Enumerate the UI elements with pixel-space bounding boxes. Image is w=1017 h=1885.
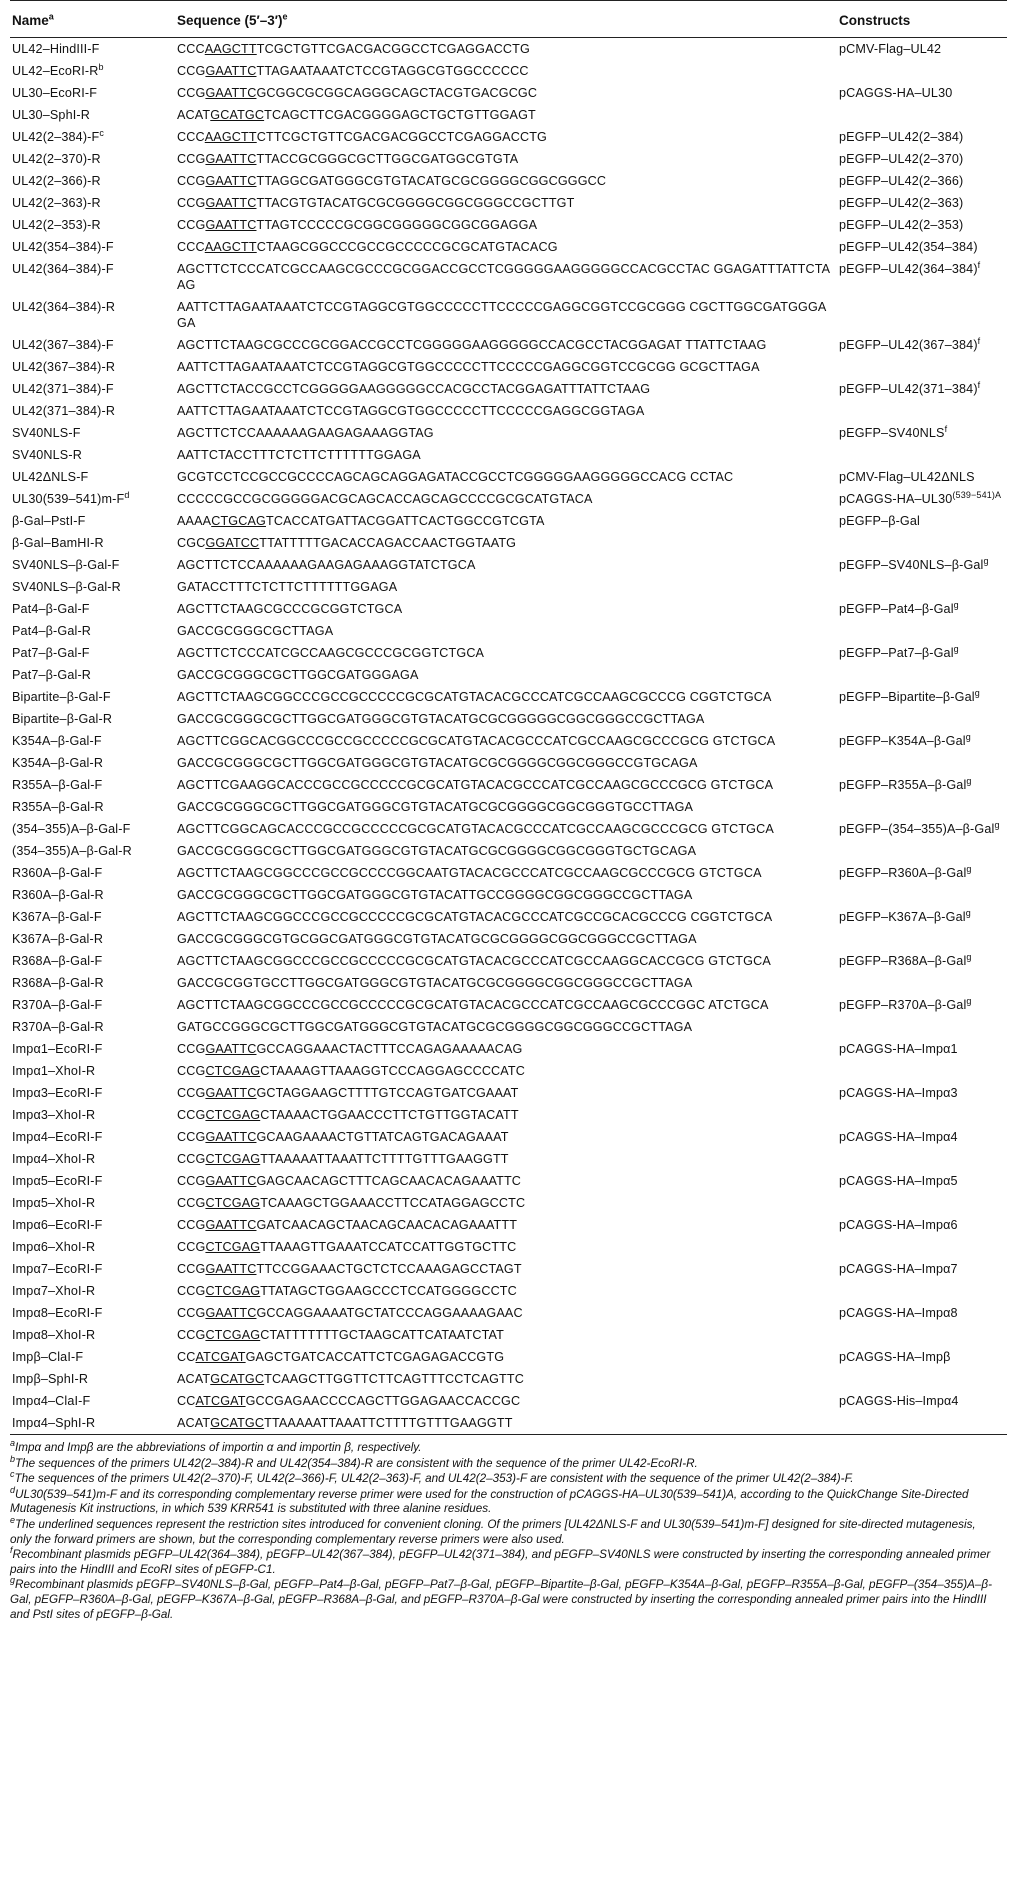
primer-table [10, 0, 1007, 1435]
primer-name: Impα4–SphI-R [10, 1412, 175, 1435]
primer-name: K367A–β-Gal-F [12, 910, 102, 924]
primer-sequence: CGCGGATCCTTATTTTTGACACCAGACCAACTGGTAATG [177, 536, 517, 550]
primer-sequence: AGCTTCTAAGCGGCCCGCCGCCCCCGCGCATGTACACGCCCATCGCCAAGCGCCCGGC ATCTGCA [177, 998, 769, 1012]
primer-sequence: AGCTTCGGCACGGCCCGCCGCCCCCGCGCATGTACACGCCCATCGCCAAGCGCCCGCG GTCTGCA [177, 734, 776, 748]
construct [837, 840, 1007, 862]
footnote: $^b$The sequences of the primers UL42(2–384)-R and UL42(354–384)-R are consistent with the sequence of the primer UL42-EcoRI-R. [10, 1453, 698, 1470]
construct: pEGFP–Pat4–β-Gal$^g$ [839, 599, 959, 616]
primer-sequence: AATTCTACCTTTCTCTTCTTTTTTGGAGA [177, 448, 421, 462]
table-row [10, 620, 1007, 642]
primer-name: UL42(2–366)-R [12, 174, 101, 188]
table-row [10, 554, 1007, 576]
construct: pEGFP–SV40NLS$^f$ [839, 423, 948, 440]
primer-sequence: AGCTTCTCCCATCGCCAAGCGCCCGCGGTCTGCA [177, 646, 485, 660]
primer-name: Impα4–EcoRI-F [12, 1130, 103, 1144]
footnote: $^g$Recombinant plasmids pEGFP–SV40NLS–β-Gal, pEGFP–Pat4–β-Gal, pEGFP–Pat7–β-Gal, pEGFP–Bipartite–β-Gal, pEGFP–K354A–β-Gal, pEGFP–R355A–β-Gal, pEGFP–(354–355)A–β-Gal, pEGFP–R360A–β-Gal, pEGFP–K367A–β-Gal, pEGFP–R368A–β-Gal, and pEGFP–R370A–β-Gal were constructed by inserting the corresponding annealed primer pairs into the HindIII and PstI sites of pEGFP–β-Gal. [10, 1575, 993, 1621]
primer-name: UL42(367–384)-F [12, 338, 114, 352]
table-row [10, 1170, 1007, 1192]
primer-name: $UL30(539-541)m-F^d$ [12, 489, 130, 506]
primer-name: Impα6–EcoRI-F [12, 1218, 103, 1232]
table-header [10, 1, 1007, 38]
table-row [10, 730, 1007, 752]
table-row [10, 928, 1007, 950]
table-row [10, 862, 1007, 884]
primer-sequence: AGCTTCTCCAAAAAAGAAGAGAAAGGTATCTGCA [177, 558, 476, 572]
table-row [10, 1214, 1007, 1236]
table-row [10, 1236, 1007, 1258]
table-row [10, 296, 1007, 334]
primer-sequence: AGCTTCTACCGCCTCGGGGGAAGGGGGCCACGCCTACGGAGATTTATTCTAAG [177, 382, 651, 396]
footnote: $^e$The underlined sequences represent the restriction sites introduced for convenient cloning. Of the primers [UL42ΔNLS-F and UL30(539–541)m-F] designed for site-directed mutagenesis, only the forward primers are shown, but the corresponding complementary reverse primers were also used. [10, 1515, 976, 1546]
primer-sequence: AGCTTCTAAGCGGCCCGCCGCCCCGGCAATGTACACGCCCATCGCCAAGCGCCCGCG GTCTGCA [177, 866, 762, 880]
construct: pEGFP–K367A–β-Gal$^g$ [839, 907, 971, 924]
primer-name: UL42ΔNLS-F [12, 470, 89, 484]
table-row [10, 532, 1007, 554]
construct [837, 1324, 1007, 1346]
table-row [10, 1368, 1007, 1390]
table-row [10, 1346, 1007, 1368]
primer-sequence: GACCGCGGGCGCTTGGCGATGGGCGTGTACATGCGCGGGGCGGCGGGTGCTGCAGA [177, 844, 697, 858]
table-row [10, 236, 1007, 258]
construct [837, 1412, 1007, 1435]
table-row [10, 60, 1007, 82]
table-row [10, 170, 1007, 192]
construct [837, 884, 1007, 906]
primer-name: K354A–β-Gal-R [12, 756, 104, 770]
table-row [10, 192, 1007, 214]
primer-name: Impβ–ClaI-F [12, 1350, 84, 1364]
primer-sequence: CCGGAATTCTTAGAATAAATCTCCGTAGGCGTGGCCCCCC [177, 64, 529, 78]
table-row [10, 466, 1007, 488]
table-row [10, 906, 1007, 928]
construct [837, 104, 1007, 126]
construct [837, 972, 1007, 994]
primer-sequence: CCGGAATTCTTAGTCCCCCGCGGCGGGGGCGGCGGAGGA [177, 218, 538, 232]
footnote: $^d$UL30(539–541)m-F and its corresponding complementary reverse primer were used for the construction of pCAGGS-HA–UL30(539–541)A, according to the QuickChange Site-Directed Mutagenesis Kit instructions, in which 539 KRR541 is substituted with three alanine residues. [10, 1484, 969, 1516]
construct: pEGFP–(354–355)A–β-Gal$^g$ [839, 819, 1000, 836]
primer-name: Bipartite–β-Gal-R [12, 712, 113, 726]
construct [837, 1060, 1007, 1082]
table-row [10, 994, 1007, 1016]
primer-sequence: AATTCTTAGAATAAATCTCCGTAGGCGTGGCCCCCTTCCCCCGAGGCGGTCCGCGG GCGCTTAGA [177, 360, 760, 374]
construct: pCAGGS-HA–Impα8 [839, 1306, 958, 1320]
construct: pCAGGS-HA–Impα4 [839, 1130, 958, 1144]
primer-name: (354–355)A–β-Gal-R [12, 844, 132, 858]
construct: pEGFP–R360A–β-Gal$^g$ [839, 863, 972, 880]
primer-sequence: CCGGAATTCGAGCAACAGCTTTCAGCAACACAGAAATTC [177, 1174, 522, 1188]
primer-sequence: CCGCTCGAGTTATAGCTGGAAGCCCTCCATGGGGCCTC [177, 1284, 517, 1298]
primer-name: Impα6–XhoI-R [12, 1240, 96, 1254]
primer-sequence: CCGGAATTCGCCAGGAAACTACTTTCCAGAGAAAAACAG [177, 1042, 523, 1056]
table-row [10, 1324, 1007, 1346]
construct: pEGFP–Bipartite–β-Gal$^g$ [839, 687, 980, 704]
primer-sequence: CCCAAGCTTTCGCTGTTCGACGACGGCCTCGAGGACCTG [177, 42, 530, 56]
primer-name: Impα7–EcoRI-F [12, 1262, 103, 1276]
construct: pCAGGS-HA–Impα1 [839, 1042, 958, 1056]
primer-name: UL42(2–363)-R [12, 196, 101, 210]
construct [837, 796, 1007, 818]
construct: pEGFP–K354A–β-Gal$^g$ [839, 731, 971, 748]
construct [837, 1104, 1007, 1126]
primer-name: Pat7–β-Gal-F [12, 646, 90, 660]
primer-name: UL42(367–384)-R [12, 360, 116, 374]
construct [837, 1280, 1007, 1302]
table-row [10, 400, 1007, 422]
construct: pCAGGS-$HA-UL30^{(539-541)A}$ [839, 489, 1002, 506]
primer-name: SV40NLS-F [12, 426, 81, 440]
primer-name: $UL42-EcoRI-R^b$ [12, 61, 104, 78]
table-row [10, 1390, 1007, 1412]
primer-sequence: CCGCTCGAGTCAAAGCTGGAAACCTTCCATAGGAGCCTC [177, 1196, 526, 1210]
primer-name: Bipartite–β-Gal-F [12, 690, 111, 704]
primer-name: SV40NLS–β-Gal-R [12, 580, 121, 594]
header-constructs: Constructs [837, 1, 1007, 38]
primer-name: Impα5–XhoI-R [12, 1196, 96, 1210]
primer-name: (354–355)A–β-Gal-F [12, 822, 131, 836]
table-row [10, 708, 1007, 730]
primer-sequence: CCGGAATTCTTAGGCGATGGGCGTGTACATGCGCGGGGCGGCGGGCC [177, 174, 607, 188]
primer-sequence: GACCGCGGGCGCTTGGCGATGGGCGTGTACATGCGCGGGGCGGCGGGTGCCTTAGA [177, 800, 694, 814]
table-row [10, 972, 1007, 994]
primer-sequence: CCGGAATTCGCTAGGAAGCTTTTGTCCAGTGATCGAAAT [177, 1086, 519, 1100]
primer-name: UL42(371–384)-R [12, 404, 116, 418]
primer-name: R355A–β-Gal-F [12, 778, 103, 792]
primer-sequence: AATTCTTAGAATAAATCTCCGTAGGCGTGGCCCCCTTCCCCCGAGGCGGTAGA [177, 404, 645, 418]
primer-sequence: AAAACTGCAGTCACCATGATTACGGATTCACTGGCCGTCGTA [177, 514, 545, 528]
primer-sequence: CCGGAATTCTTCCGGAAACTGCTCTCCAAAGAGCCTAGT [177, 1262, 522, 1276]
construct: pCMV-Flag–UL42ΔNLS [839, 470, 975, 484]
table-row [10, 334, 1007, 356]
primer-sequence: ACATGCATGCTCAGCTTCGACGGGGAGCTGCTGTTGGAGT [177, 108, 536, 122]
footnote: $^f$Recombinant plasmids pEGFP–UL42(364–384), pEGFP–UL42(367–384), pEGFP–UL42(371–384), and pEGFP–SV40NLS were constructed by inserting the corresponding annealed primer pairs into the HindIII and EcoRI sites of pEGFP-C1. [10, 1545, 991, 1576]
primer-sequence: CCGGAATTCGATCAACAGCTAACAGCAACACAGAAATTT [177, 1218, 518, 1232]
primer-sequence: AGCTTCTAAGCGGCCCGCCGCCCCCGCGCATGTACACGCCCATCGCCAAGGCACCGCG GTCTGCA [177, 954, 771, 968]
primer-sequence: GATACCTTTCTCTTCTTTTTTGGAGA [177, 580, 398, 594]
construct: pCAGGS-HA–Impα6 [839, 1218, 958, 1232]
primer-name: UL42(364–384)-F [12, 262, 114, 276]
table-row [10, 378, 1007, 400]
primer-name: UL30–SphI-R [12, 108, 90, 122]
construct [837, 576, 1007, 598]
primer-name: Impα4–ClaI-F [12, 1394, 91, 1408]
primer-sequence: AGCTTCTAAGCGGCCCGCCGCCCCCGCGCATGTACACGCCCATCGCCAAGCGCCCG CGGTCTGCA [177, 690, 772, 704]
table-row [10, 598, 1007, 620]
primer-sequence: GACCGCGGGCGCTTGGCGATGGGCGTGTACATGCGCGGGGCGGCGGGCCGTGCAGA [177, 756, 698, 770]
construct: pEGFP–UL42(2–384) [839, 130, 964, 144]
construct [837, 752, 1007, 774]
table-row [10, 884, 1007, 906]
footnote: $^a$Impα and Impβ are the abbreviations of importin α and importin β, respectively. [10, 1438, 422, 1454]
table-row [10, 1104, 1007, 1126]
construct: pEGFP–UL42(2–366) [839, 174, 964, 188]
primer-sequence: CCCAAGCTTCTTCGCTGTTCGACGACGGCCTCGAGGACCTG [177, 130, 547, 144]
primer-sequence: ACATGCATGCTTAAAAATTAAATTCTTTTGTTTGAAGGTT [175, 1412, 837, 1435]
primer-sequence: GACCGCGGGCGCTTGGCGATGGGCGTGTACATGCGCGGGGGCGGCGGGCCGCTTAGA [177, 712, 705, 726]
table-row [10, 488, 1007, 510]
construct: pEGFP–UL42(354–384) [839, 240, 978, 254]
primer-name: Impα8–EcoRI-F [12, 1306, 103, 1320]
header-sequence: Sequence $(5'-3')^e$ [175, 1, 837, 38]
primer-name: β-Gal–BamHI-R [12, 536, 104, 550]
table-row [10, 104, 1007, 126]
table-row [10, 752, 1007, 774]
construct: pCMV-Flag–UL42 [839, 42, 942, 56]
primer-name: Impα5–EcoRI-F [12, 1174, 103, 1188]
table-row [10, 1082, 1007, 1104]
construct: pEGFP–$UL42(371-384)^f$ [839, 379, 981, 396]
construct: pEGFP–$UL42(367-384)^f$ [839, 335, 981, 352]
primer-sequence: GACCGCGGGCGCTTGGCGATGGGCGTGTACATTGCCGGGGCGGCGGGCCGCTTAGA [177, 888, 693, 902]
table-row [10, 1302, 1007, 1324]
primer-sequence: AATTCTTAGAATAAATCTCCGTAGGCGTGGCCCCCTTCCCCCGAGGCGGTCCGCGGG CGCTTGGCGATGGGAGA [177, 300, 827, 330]
primer-name: Impα7–XhoI-R [12, 1284, 96, 1298]
construct [837, 1236, 1007, 1258]
table-row [10, 214, 1007, 236]
construct: pEGFP–SV40NLS–β-Gal$^g$ [839, 555, 989, 572]
primer-name: Impα3–XhoI-R [12, 1108, 96, 1122]
construct: pEGFP–β-Gal [839, 514, 920, 528]
primer-name: $UL42(2-384)-F^c$ [12, 127, 105, 144]
primer-name: UL42(364–384)-R [12, 300, 116, 314]
primer-name: UL42(371–384)-F [12, 382, 114, 396]
primer-name: Pat4–β-Gal-R [12, 624, 92, 638]
primer-sequence: CCCCCGCCGCGGGGGACGCAGCACCAGCAGCCCCGCGCATGTACA [177, 492, 593, 506]
primer-name: β-Gal–PstI-F [12, 514, 86, 528]
construct [837, 928, 1007, 950]
primer-name: K354A–β-Gal-F [12, 734, 102, 748]
primer-sequence: GACCGCGGGCGTGCGGCGATGGGCGTGTACATGCGCGGGGCGGCGGGCCGCTTAGA [177, 932, 697, 946]
construct [837, 664, 1007, 686]
primer-name: UL30–EcoRI-F [12, 86, 98, 100]
primer-sequence: GACCGCGGGCGCTTGGCGATGGGAGA [177, 668, 419, 682]
primer-sequence: AGCTTCTAAGCGCCCGCGGACCGCCTCGGGGGAAGGGGGCCACGCCTACGGAGAT TTATTCTAAG [177, 338, 767, 352]
primer-name: SV40NLS–β-Gal-F [12, 558, 120, 572]
primer-name: Impα4–XhoI-R [12, 1152, 96, 1166]
table-row [10, 422, 1007, 444]
table-row [10, 1148, 1007, 1170]
primer-sequence: CCGGAATTCTTACCGCGGGCGCTTGGCGATGGCGTGTA [177, 152, 519, 166]
construct: pEGFP–UL42(2–370) [839, 152, 964, 166]
table-row [10, 38, 1007, 61]
primer-sequence: AGCTTCGAAGGCACCCGCCGCCCCCGCGCATGTACACGCCCATCGCCAAGCGCCCGCG GTCTGCA [177, 778, 774, 792]
primer-name: Impα1–XhoI-R [12, 1064, 96, 1078]
primer-name: R355A–β-Gal-R [12, 800, 104, 814]
table-row [10, 1192, 1007, 1214]
construct: pCAGGS-HA–UL30 [839, 86, 953, 100]
table-row [10, 1060, 1007, 1082]
construct [837, 532, 1007, 554]
primer-sequence: AGCTTCTCCCATCGCCAAGCGCCCGCGGACCGCCTCGGGGGAAGGGGGCCACGCCTAC GGAGATTTATTCTAAG [177, 262, 831, 292]
table-row [10, 840, 1007, 862]
construct [837, 708, 1007, 730]
primer-sequence: CCATCGATGAGCTGATCACCATTCTCGAGAGACCGTG [177, 1350, 505, 1364]
primer-name: SV40NLS-R [12, 448, 82, 462]
table-row [10, 356, 1007, 378]
table-row [10, 444, 1007, 466]
table-row [10, 82, 1007, 104]
primer-sequence: CCGGAATTCGCGGCGCGGCAGGGCAGCTACGTGACGCGC [177, 86, 538, 100]
primer-sequence: AGCTTCTAAGCGCCCGCGGTCTGCA [177, 602, 403, 616]
primer-name: Impα8–XhoI-R [12, 1328, 96, 1342]
table-row [10, 686, 1007, 708]
primer-sequence: GACCGCGGGCGCTTAGA [177, 624, 334, 638]
table-row [10, 1412, 1007, 1435]
construct: pCAGGS-HA–Impβ [839, 1350, 951, 1364]
construct [837, 60, 1007, 82]
primer-name: R360A–β-Gal-F [12, 866, 103, 880]
primer-sequence: CCGCTCGAGTTAAAAATTAAATTCTTTTGTTTGAAGGTT [177, 1152, 509, 1166]
table-row [10, 126, 1007, 148]
table-body [10, 38, 1007, 1435]
table-row [10, 1280, 1007, 1302]
primer-sequence: CCGCTCGAGCTAAAACTGGAACCCTTCTGTTGGTACATT [177, 1108, 519, 1122]
primer-name: UL42–HindIII-F [12, 42, 100, 56]
header-name: Name$^a$ [10, 1, 175, 38]
primer-name: Pat7–β-Gal-R [12, 668, 92, 682]
table-row [10, 642, 1007, 664]
table-row [10, 950, 1007, 972]
construct: pCAGGS-HA–Impα3 [839, 1086, 958, 1100]
primer-sequence: CCGCTCGAGTTAAAGTTGAAATCCATCCATTGGTGCTTC [177, 1240, 517, 1254]
primer-sequence: CCGGAATTCGCAAGAAAACTGTTATCAGTGACAGAAAT [177, 1130, 509, 1144]
table-row [10, 1258, 1007, 1280]
table-row [10, 818, 1007, 840]
primer-sequence: AGCTTCTCCAAAAAAGAAGAGAAAGGTAG [177, 426, 434, 440]
construct: pEGFP–UL42(2–353) [839, 218, 964, 232]
table-row [10, 258, 1007, 296]
primer-name: Pat4–β-Gal-F [12, 602, 90, 616]
table-row [10, 664, 1007, 686]
table-row [10, 796, 1007, 818]
primer-sequence: CCGCTCGAGCTAAAAGTTAAAGGTCCCAGGAGCCCCATC [177, 1064, 526, 1078]
construct: pCAGGS-His–Impα4 [839, 1394, 959, 1408]
table-row [10, 510, 1007, 532]
primer-sequence: GACCGCGGTGCCTTGGCGATGGGCGTGTACATGCGCGGGGCGGCGGGCCGCTTAGA [177, 976, 693, 990]
table-row [10, 576, 1007, 598]
construct [837, 296, 1007, 334]
construct: pEGFP–UL42(2–363) [839, 196, 964, 210]
primer-name: UL42(2–370)-R [12, 152, 101, 166]
construct: pEGFP–R370A–β-Gal$^g$ [839, 995, 972, 1012]
construct [837, 1368, 1007, 1390]
primer-name: UL42(2–353)-R [12, 218, 101, 232]
table-row [10, 1016, 1007, 1038]
footnote: $^c$The sequences of the primers UL42(2–370)-F, UL42(2–366)-F, UL42(2–363)-F, and UL42(2–353)-F are consistent with the sequence of the primer UL42(2–384)-F. [10, 1469, 854, 1486]
primer-name: R368A–β-Gal-F [12, 954, 103, 968]
construct: pEGFP–R368A–β-Gal$^g$ [839, 951, 972, 968]
primer-name: Impα3–EcoRI-F [12, 1086, 103, 1100]
construct [837, 1016, 1007, 1038]
primer-name: Impα1–EcoRI-F [12, 1042, 103, 1056]
construct: pEGFP–Pat7–β-Gal$^g$ [839, 643, 959, 660]
table-row [10, 774, 1007, 796]
construct [837, 620, 1007, 642]
construct [837, 1148, 1007, 1170]
primer-sequence: GCGTCCTCCGCCGCCCCAGCAGCAGGAGATACCGCCTCGGGGGAAGGGGGCCACG CCTAC [177, 470, 734, 484]
primer-name: R370A–β-Gal-R [12, 1020, 104, 1034]
construct [837, 356, 1007, 378]
table-row [10, 1038, 1007, 1060]
construct: pCAGGS-HA–Impα5 [839, 1174, 958, 1188]
primer-sequence: ACATGCATGCTCAAGCTTGGTTCTTCAGTTTCCTCAGTTC [177, 1372, 524, 1386]
primer-name: K367A–β-Gal-R [12, 932, 104, 946]
primer-sequence: CCGGAATTCGCCAGGAAAATGCTATCCCAGGAAAAGAAC [177, 1306, 523, 1320]
primer-name: R360A–β-Gal-R [12, 888, 104, 902]
primer-sequence: AGCTTCTAAGCGGCCCGCCGCCCCCGCGCATGTACACGCCCATCGCCGCACGCCCG CGGTCTGCA [177, 910, 773, 924]
primer-sequence: CCGCTCGAGCTATTTTTTTGCTAAGCATTCATAATCTAT [177, 1328, 504, 1342]
primer-name: R368A–β-Gal-R [12, 976, 104, 990]
construct [837, 444, 1007, 466]
primer-name: UL42(354–384)-F [12, 240, 114, 254]
construct: pEGFP–R355A–β-Gal$^g$ [839, 775, 972, 792]
table-row [10, 148, 1007, 170]
table-row [10, 1126, 1007, 1148]
construct: pEGFP–$UL42(364-384)^f$ [839, 259, 981, 276]
primer-sequence: AGCTTCGGCAGCACCCGCCGCCCCCGCGCATGTACACGCCCATCGCCAAGCGCCCGCG GTCTGCA [177, 822, 774, 836]
primer-name: R370A–β-Gal-F [12, 998, 103, 1012]
primer-sequence: CCATCGATGCCGAGAACCCCAGCTTGGAGAACCACCGC [177, 1394, 521, 1408]
primer-sequence: GATGCCGGGCGCTTGGCGATGGGCGTGTACATGCGCGGGGCGGCGGGCCGCTTAGA [177, 1020, 693, 1034]
primer-sequence: CCCAAGCTTCTAAGCGGCCCGCCGCCCCCGCGCATGTACACG [177, 240, 558, 254]
construct [837, 400, 1007, 422]
construct: pCAGGS-HA–Impα7 [839, 1262, 958, 1276]
primer-name: Impβ–SphI-R [12, 1372, 89, 1386]
construct [837, 1192, 1007, 1214]
primer-sequence: CCGGAATTCTTACGTGTACATGCGCGGGGCGGCGGGCCGCTTGT [177, 196, 575, 210]
footnotes [10, 1438, 1000, 1622]
